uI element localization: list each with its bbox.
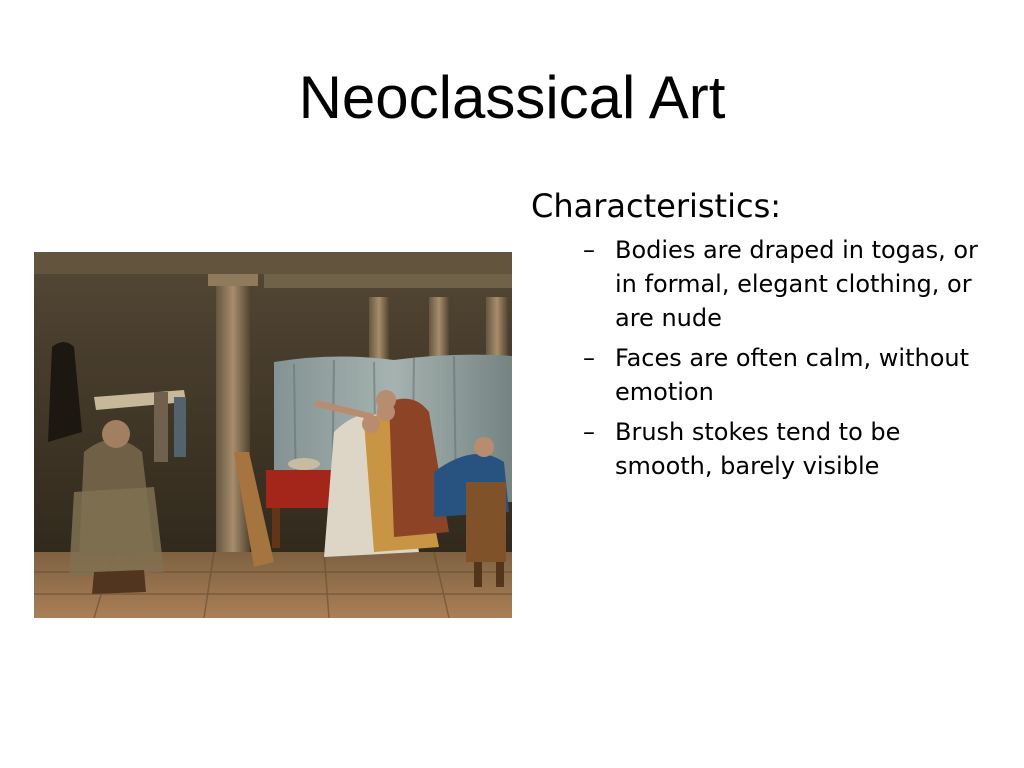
list-item [583,415,1001,483]
characteristics-list [531,233,1001,483]
list-item-text: Brush stokes tend to be smooth, barely visible [615,418,901,480]
characteristics-heading: Characteristics: [531,187,782,225]
list-item [583,233,1001,335]
list-item-text: Faces are often calm, without emotion [615,344,969,406]
slide-title: Neoclassical Art [298,64,726,131]
characteristics-section [531,185,1001,489]
dash-bullet-icon: – [583,236,595,264]
list-item-text: Bodies are draped in togas, or in formal, elegant clothing, or are nude [615,236,978,332]
dash-bullet-icon: – [583,344,595,372]
list-item [583,341,1001,409]
neoclassical-painting-image [34,252,512,618]
dash-bullet-icon: – [583,418,595,446]
